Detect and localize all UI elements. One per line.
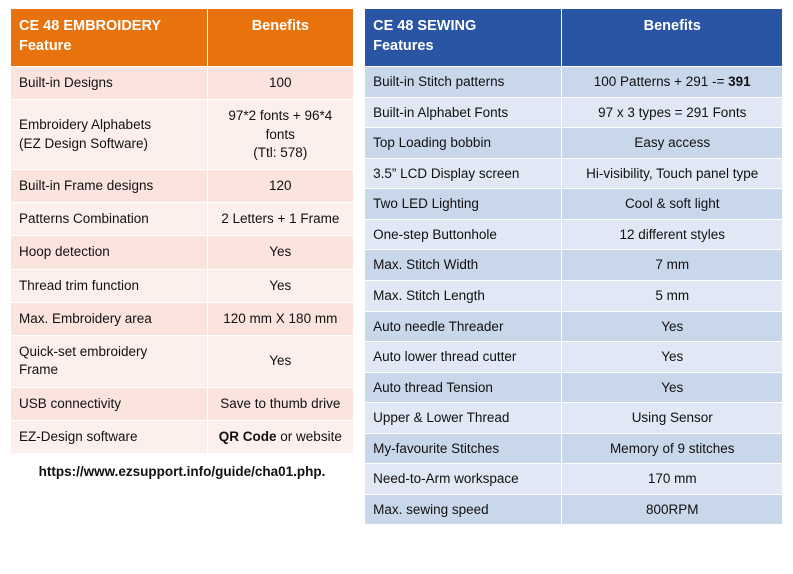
cell-feature: Built-in Alphabet Fonts [365,97,562,128]
cell-feature: Auto needle Threader [365,311,562,342]
table-row [11,236,354,269]
table-row [365,67,783,98]
cell-feature: Max. Stitch Width [365,250,562,281]
cell-benefit: 5 mm [562,280,783,311]
cell-benefit: Hi-visibility, Touch panel type [562,158,783,189]
table-row [365,219,783,250]
table-row [365,372,783,403]
cell-feature: Auto thread Tension [365,372,562,403]
cell-feature: Built-in Frame designs [11,170,208,203]
column-header-embroidery-feature [11,9,208,67]
benefit-total: 391 [728,74,751,90]
table-row [11,336,354,387]
cell-benefit-line-2: (Ttl: 578) [253,144,308,160]
cell-benefit: Using Sensor [562,403,783,434]
table-row [365,464,783,495]
cell-benefit: Yes [562,311,783,342]
cell-benefit: 7 mm [562,250,783,281]
cell-feature: Patterns Combination [11,203,208,236]
table-row [11,100,354,170]
table-row [11,67,354,100]
column-header-sewing-benefits: Benefits [562,9,783,67]
table-row [365,280,783,311]
sewing-table [364,8,783,525]
cell-benefit: 97 x 3 types = 291 Fonts [562,97,783,128]
cell-feature: Built-in Designs [11,67,208,100]
table-row [11,269,354,302]
cell-feature: One-step Buttonhole [365,219,562,250]
cell-feature: Max. Stitch Length [365,280,562,311]
column-header-sewing-feature [365,9,562,67]
qr-code-label: QR Code [218,428,277,444]
table-row [365,433,783,464]
cell-benefit: Memory of 9 stitches [562,433,783,464]
cell-feature: Top Loading bobbin [365,128,562,159]
cell-feature: Max. Embroidery area [11,302,208,335]
cell-benefit: 2 Letters + 1 Frame [207,203,354,236]
cell-benefit: 120 [207,170,354,203]
cell-feature: Two LED Lighting [365,189,562,220]
cell-feature: USB connectivity [11,387,208,420]
cell-benefit: Yes [207,336,354,387]
sewing-panel [364,8,783,525]
sewing-table-head [365,9,783,67]
cell-benefit [207,420,354,453]
cell-benefit: 170 mm [562,464,783,495]
cell-feature: Upper & Lower Thread [365,403,562,434]
cell-benefit: Yes [562,342,783,373]
cell-benefit [207,100,354,170]
cell-feature: Max. sewing speed [365,494,562,525]
table-header-row [11,9,354,67]
cell-benefit: Easy access [562,128,783,159]
cell-feature: Hoop detection [11,236,208,269]
cell-feature [11,336,208,387]
table-row [365,189,783,220]
cell-feature: Thread trim function [11,269,208,302]
benefit-rest: 100 Patterns + 291 -= [593,74,729,90]
cell-feature: My-favourite Stitches [365,433,562,464]
cell-benefit-line-1: 97*2 fonts + 96*4 fonts [228,108,333,142]
embroidery-panel [10,8,354,479]
cell-benefit: Yes [207,269,354,302]
cell-benefit: Cool & soft light [562,189,783,220]
column-header-embroidery-benefits: Benefits [207,9,354,67]
table-row [365,128,783,159]
table-row [365,342,783,373]
cell-feature [11,100,208,170]
table-row [11,302,354,335]
cell-benefit: 120 mm X 180 mm [207,302,354,335]
cell-feature: EZ-Design software [11,420,208,453]
benefit-rest: or website [276,428,342,444]
table-row [11,387,354,420]
support-link[interactable]: https://www.ezsupport.info/guide/cha01.php. [38,463,326,479]
header-line-1: CE 48 SEWING [373,18,477,34]
sewing-table-body [365,67,783,525]
cell-benefit: Yes [562,372,783,403]
header-line-2: Feature [19,37,72,54]
table-row [365,494,783,525]
table-row [365,158,783,189]
embroidery-table [10,8,354,454]
embroidery-table-head [11,9,354,67]
cell-feature: 3.5” LCD Display screen [365,158,562,189]
table-row [365,311,783,342]
table-header-row [365,9,783,67]
embroidery-table-body [11,67,354,454]
header-line-1: CE 48 EMBROIDERY [19,18,162,34]
table-row [11,203,354,236]
table-row [365,97,783,128]
cell-feature-line-1: Embroidery Alphabets [19,117,152,133]
cell-feature: Need-to-Arm workspace [365,464,562,495]
cell-benefit: 12 different styles [562,219,783,250]
cell-feature: Auto lower thread cutter [365,342,562,373]
table-row [11,170,354,203]
cell-benefit: 800RPM [562,494,783,525]
cell-feature-line-2: Frame [19,362,59,378]
table-row [365,250,783,281]
cell-benefit: Yes [207,236,354,269]
table-row [365,403,783,434]
cell-benefit: Save to thumb drive [207,387,354,420]
table-row [11,420,354,453]
cell-benefit [562,67,783,98]
cell-benefit: 100 [207,67,354,100]
header-line-2: Features [373,37,434,54]
cell-feature-line-1: Quick-set embroidery [19,344,148,360]
cell-feature-line-2: (EZ Design Software) [19,135,149,151]
cell-feature: Built-in Stitch patterns [365,67,562,98]
